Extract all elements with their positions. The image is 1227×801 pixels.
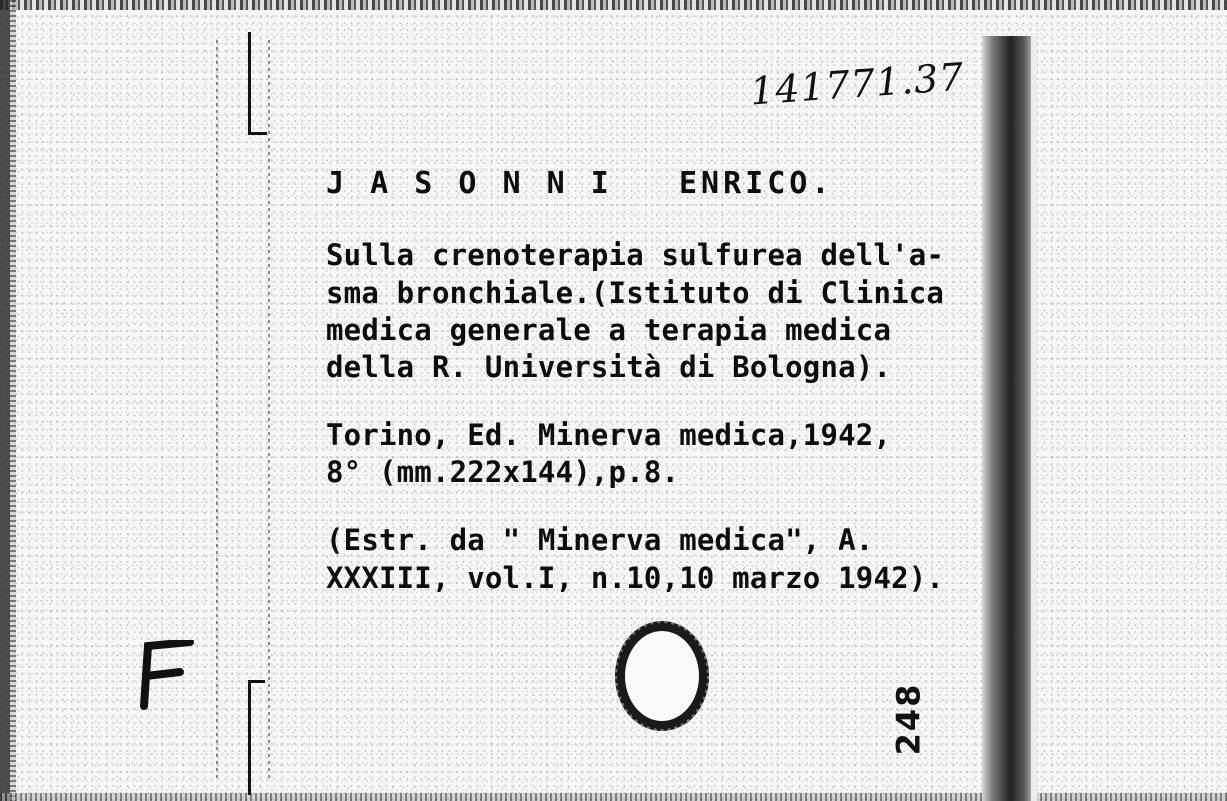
card-binding-strip-edge: [1031, 36, 1037, 801]
author-name: J A S O N N I ENRICO.: [326, 166, 834, 201]
card-fold-line: [268, 40, 270, 780]
card-left-edge: [0, 0, 10, 801]
source-line: (Estr. da " Minerva medica", A.: [326, 523, 874, 557]
source-line: XXXIII, vol.I, n.10,10 marzo 1942).: [326, 561, 945, 595]
imprint-line: Torino, Ed. Minerva medica,1942,: [326, 418, 892, 452]
card-left-edge-texture: [10, 0, 16, 801]
punch-hole: [612, 620, 712, 732]
card-binding-strip: [982, 36, 1034, 801]
margin-bracket-bottom: [248, 680, 265, 795]
title-line: medica generale a terapia medica: [326, 313, 892, 347]
margin-bracket-top: [248, 32, 267, 135]
imprint-line: 8° (mm.222x144),p.8.: [326, 455, 680, 489]
margin-letter-f-mark: [120, 640, 196, 710]
card-top-edge: [0, 0, 1227, 10]
shelf-number-handwritten: 141771.37: [748, 54, 966, 114]
stamp-number: 248: [889, 682, 928, 756]
title-line: della R. Università di Bologna).: [326, 350, 892, 384]
card-bottom-edge: [0, 793, 1227, 801]
card-fold-line: [216, 40, 218, 780]
title-line: sma bronchiale.(Istituto di Clinica: [326, 276, 945, 310]
title-line: Sulla crenoterapia sulfurea dell'a-: [326, 238, 945, 272]
